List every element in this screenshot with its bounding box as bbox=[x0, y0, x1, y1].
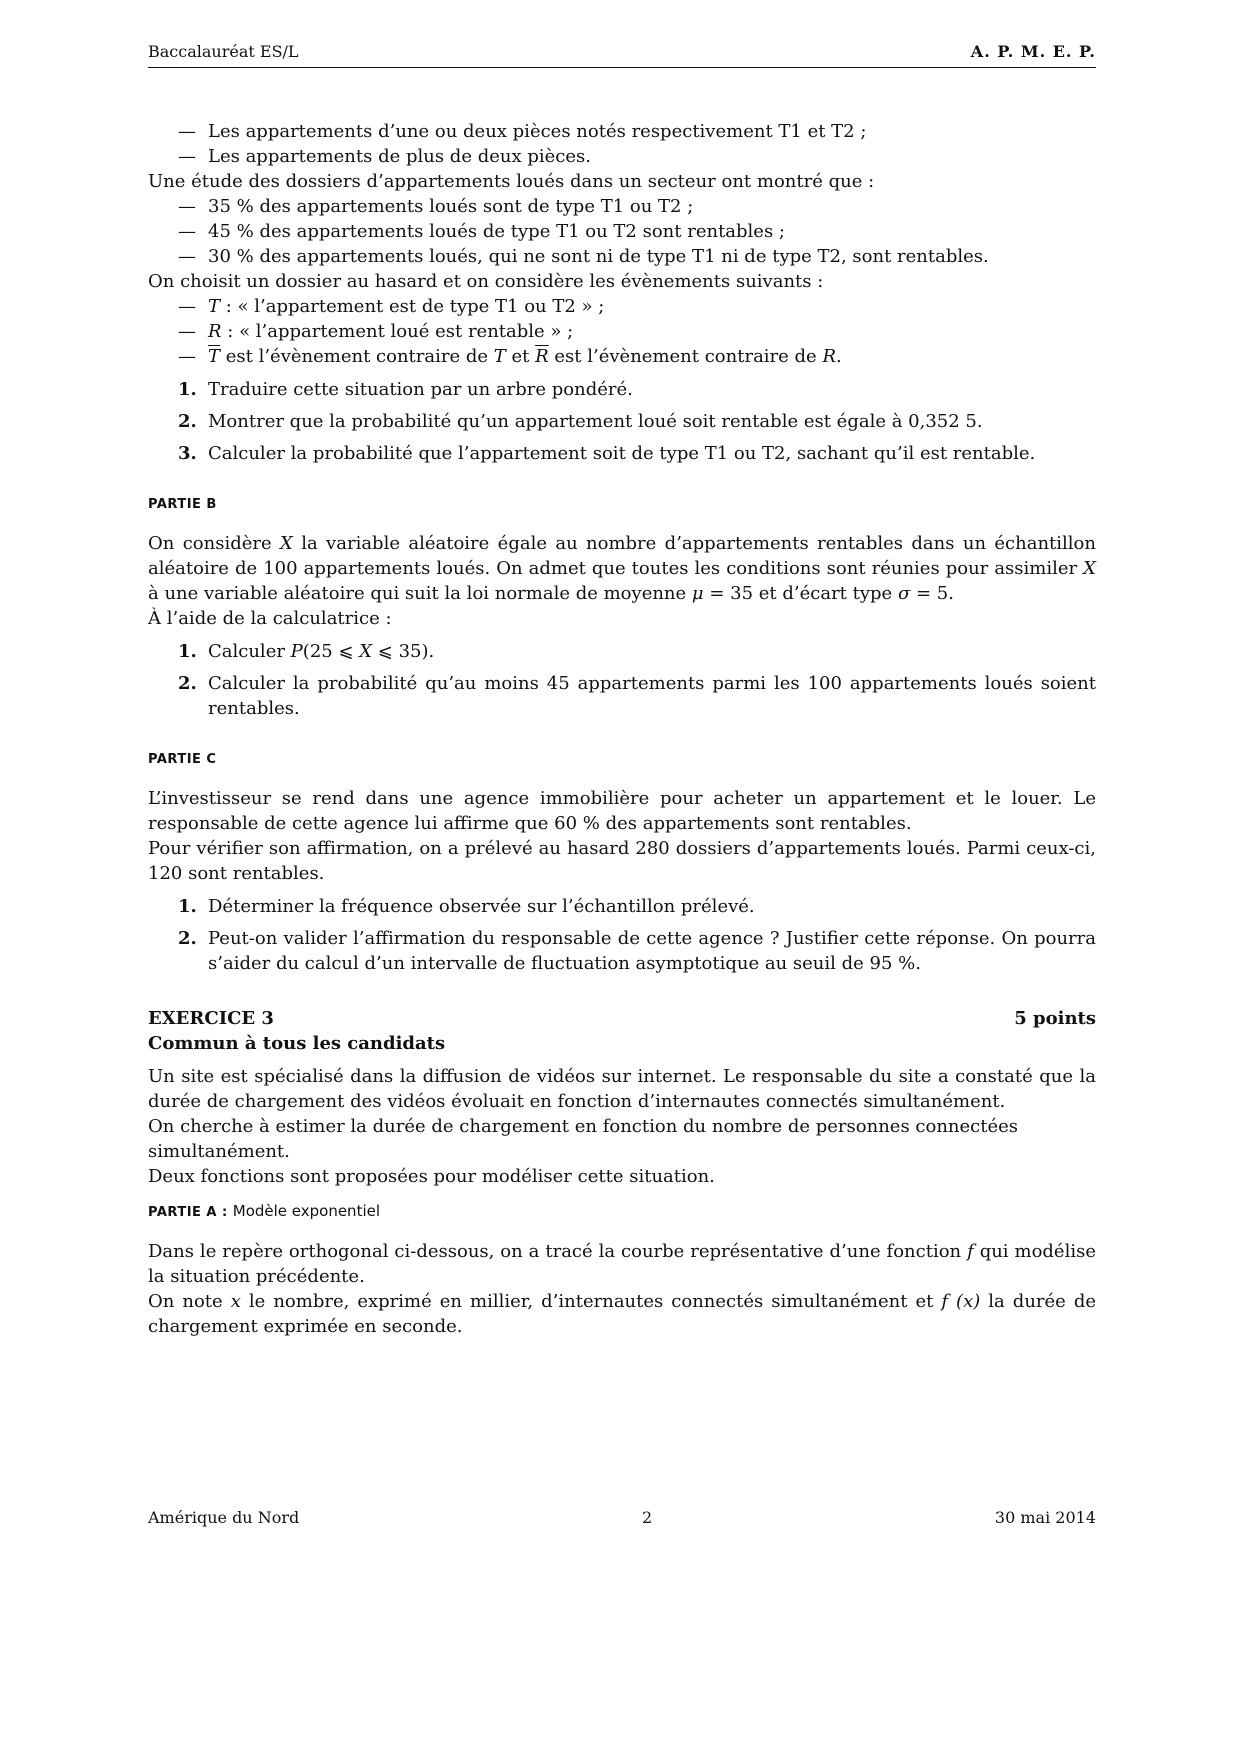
list-item: — 30 % des appartements loués, qui ne sont ni de type T1 ni de type T2, sont rentables. bbox=[178, 246, 989, 267]
r-bar: $\overline{R}$ bbox=[535, 346, 549, 367]
question: 3. Calculer la probabilité que l’appartement soit de type T1 ou T2, sachant qu’il est rentable. bbox=[178, 443, 1036, 464]
page-footer bbox=[148, 1505, 1096, 1530]
page bbox=[148, 38, 1097, 1337]
partie-c-title: PARTIE C bbox=[148, 752, 217, 767]
question: 2. Calculer la probabilité qu’au moins 45 appartements parmi les 100 appartements loués soient rentables. bbox=[178, 673, 1096, 719]
footer-left: Amérique du Nord bbox=[148, 1508, 300, 1527]
exercice-paragraph: On cherche à estimer la durée de chargement en fonction du nombre de personnes connectées simultanément. bbox=[148, 1116, 1019, 1162]
partie-a-questions bbox=[148, 377, 1096, 466]
list-item: — $\overline{T}$ est l’évènement contraire de T et $\overline{R}$ est l’évènement contraire de R. bbox=[178, 346, 842, 367]
partie-b-calculatrice: À l’aide de la calculatrice : bbox=[148, 608, 392, 629]
partie-a-title: PARTIE A : Modèle exponentiel bbox=[148, 1202, 381, 1220]
exercice-paragraph: Dans le repère orthogonal ci-dessous, on a tracé la courbe représentative d’une fonction f qui modélise la situation précédente. bbox=[148, 1241, 1096, 1287]
partie-c-questions bbox=[148, 894, 1096, 976]
exercice-paragraph: On note x le nombre, exprimé en millier, d’internautes connectés simultanément et f (x) la durée de chargement exprimée en seconde. bbox=[148, 1291, 1097, 1337]
t-bar: $\overline{T}$ bbox=[208, 346, 221, 367]
partie-c-paragraph: L’investisseur se rend dans une agence immobilière pour acheter un appartement et le louer. Le responsable de cette agence lui affirme que 60 % des appartements sont rentables. bbox=[148, 788, 1096, 834]
partie-b-questions bbox=[148, 639, 1096, 721]
exercice-paragraph: Deux fonctions sont proposées pour modéliser cette situation. bbox=[148, 1166, 715, 1187]
header-right: A. P. M. E. P. bbox=[970, 42, 1096, 61]
exercice-points: 5 points bbox=[1014, 1008, 1096, 1029]
list-item: — Les appartements d’une ou deux pièces notés respectivement T1 et T2 ; bbox=[178, 121, 867, 142]
partie-b-title: PARTIE B bbox=[148, 497, 217, 512]
footer-right: 30 mai 2014 bbox=[994, 1508, 1096, 1527]
list-item: — 35 % des appartements loués sont de type T1 ou T2 ; bbox=[178, 196, 694, 217]
list-item: — 45 % des appartements loués de type T1 ou T2 sont rentables ; bbox=[178, 221, 785, 242]
partie-c-paragraph: Pour vérifier son affirmation, on a prélevé au hasard 280 dossiers d’appartements loués. Parmi ceux-ci, 120 sont rentables. bbox=[148, 838, 1096, 884]
question: 2. Montrer que la probabilité qu’un appartement loué soit rentable est égale à 0,352 5. bbox=[178, 411, 983, 432]
partie-b-paragraph: On considère X la variable aléatoire égale au nombre d’appartements rentables dans un échantillon aléatoire de 100 appartements loués. On admet que toutes les conditions sont réunies pour assimiler X à une variable aléatoire qui suit la loi normale de moyenne μ = 35 et d’écart type σ = 5. bbox=[148, 533, 1096, 604]
list-item: — R : « l’appartement loué est rentable » ; bbox=[178, 321, 574, 342]
exercice-paragraph: Un site est spécialisé dans la diffusion de vidéos sur internet. Le responsable du site a constaté que la durée de chargement des vidéos évoluait en fonction d’internautes connectés simultanément. bbox=[148, 1066, 1096, 1112]
exercice-3-heading bbox=[148, 1006, 1096, 1031]
question: 1. Déterminer la fréquence observée sur l’échantillon prélevé. bbox=[178, 896, 755, 917]
question: 1. Calculer P(25 ⩽ X ⩽ 35). bbox=[178, 641, 435, 662]
list-item: — Les appartements de plus de deux pièces. bbox=[178, 146, 591, 167]
page-header bbox=[148, 38, 1096, 68]
exercice-title: EXERCICE 3 bbox=[148, 1008, 274, 1029]
content bbox=[148, 119, 1096, 1339]
question: 2. Peut-on valider l’affirmation du responsable de cette agence ? Justifier cette réponse. On pourra s’aider du calcul d’un intervalle de fluctuation asymptotique au seuil de 95 %. bbox=[178, 928, 1096, 974]
question: 1. Traduire cette situation par un arbre pondéré. bbox=[178, 379, 633, 400]
evenements-intro: On choisit un dossier au hasard et on considère les évènements suivants : bbox=[148, 271, 824, 292]
etude-intro: Une étude des dossiers d’appartements loués dans un secteur ont montré que : bbox=[148, 171, 875, 192]
header-left: Baccalauréat ES/L bbox=[148, 42, 299, 61]
page-number: 2 bbox=[641, 1508, 653, 1527]
exercice-subtitle: Commun à tous les candidats bbox=[148, 1033, 446, 1054]
list-item: — T : « l’appartement est de type T1 ou T2 » ; bbox=[178, 296, 605, 317]
